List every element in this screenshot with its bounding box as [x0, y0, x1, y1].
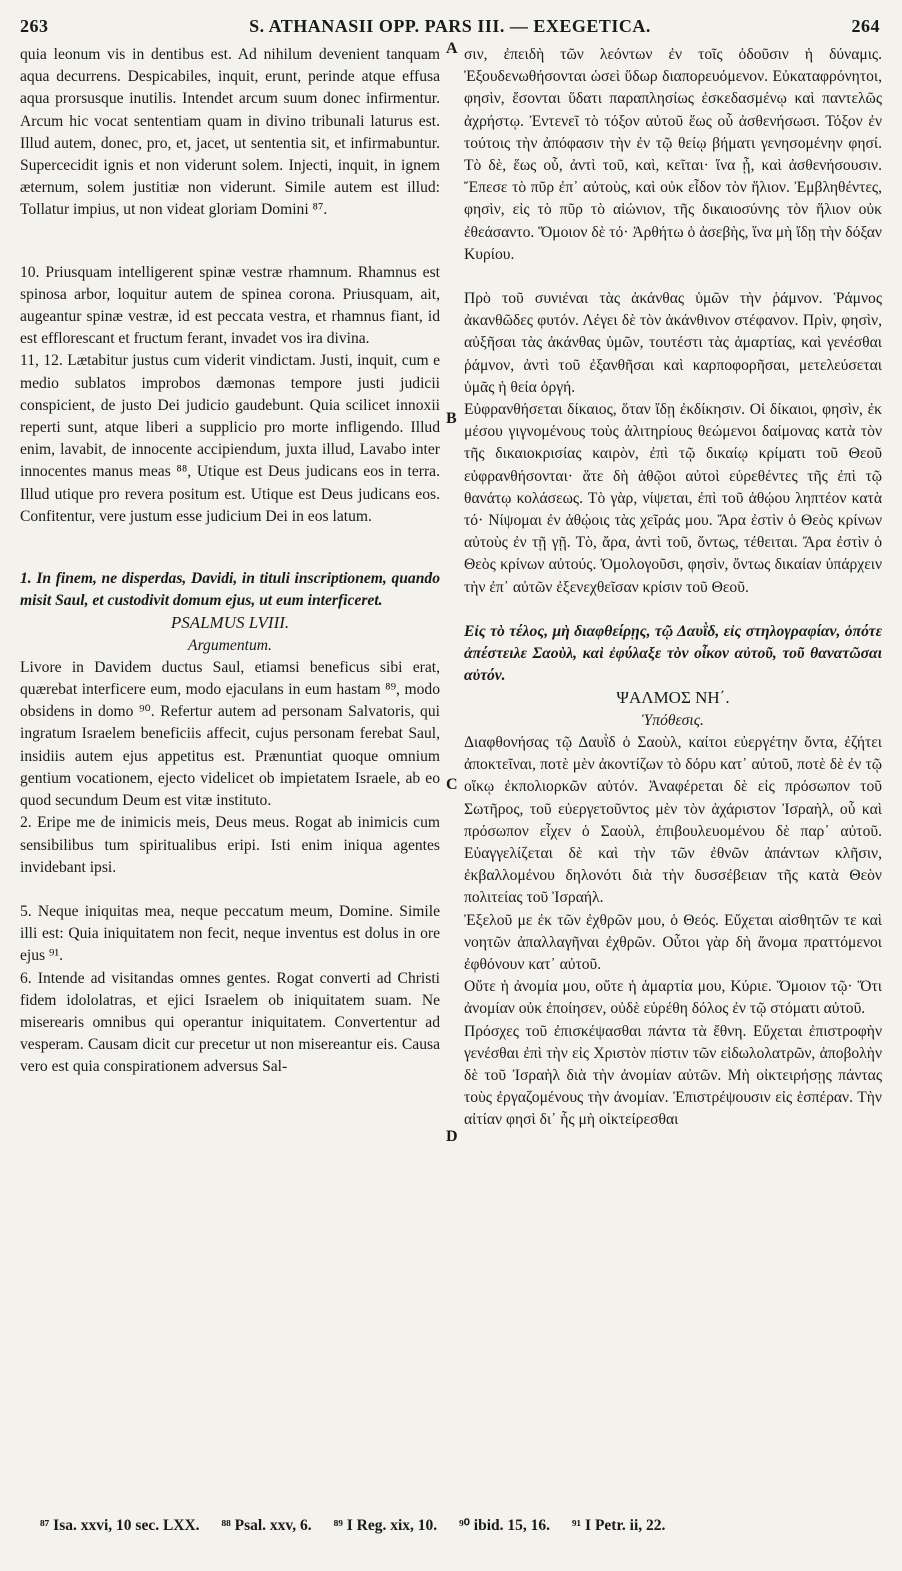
latin-paragraph: 11, 12. Lætabitur justus cum viderit vindictam. Justi, inquit, cum e medio sublatos improbos dæmonas tempore justi judicii conspicient, de justo Dei judicio gaudebunt. Quia scilicet innoxii reperti sunt, atque liberi a supplicio pro morte infligendo. Illud enim, lavabit, de innocente accipiendum, juxta illud, Lavabo inter innocentes manus meas ⁸⁸, Utique est Deus judicans eos in terra. Illud utique pro revera positum est. Utique est Deus judicans eos. Confitentur, vere justum esse judicium Dei in eos latum. [20, 352, 440, 525]
right-page-number: 264 [851, 16, 880, 36]
margin-letters [440, 0, 464, 1571]
greek-column [464, 44, 882, 1132]
greek-paragraph: Πρόσχες τοῦ ἐπισκέψασθαι πάντα τὰ ἔθνη. Εὔχεται ἐπιστροφὴν γενέσθαι ἐπὶ τὴν εἰς Χριστὸν πίστιν τῶν εἰδωλολατρῶν, ἀποβολὴν δὲ τοῦ Ἰσραὴλ διὰ τὴν ἀνομίαν αὐτῶν. Μὴ οἰκτειρήσῃς πάντας τοὺς ἐργαζομένους τὴν ἀνομίαν. Ἐπιστρέψουσιν εἰς ἑσπέραν. Τὴν αἰτίαν φησὶ δι᾽ ἧς μὴ οἰκτείρεσθαι [464, 1022, 882, 1129]
greek-argument-title: Ὑπόθεσις. [642, 711, 704, 729]
footnotes [40, 1516, 880, 1535]
margin-letter-a: A [446, 40, 458, 57]
latin-paragraph: 10. Priusquam intelligerent spinæ vestræ rhamnum. Rhamnus est spinosa arbor, loquitur autem de spinea corona. Priusquam, ait, augeantur spinæ vestræ, id est peccata vestra, et rhamnus fiant, id est efflorescant et fructum ferant, invadet vos ira divina. [20, 263, 440, 348]
greek-paragraph: σιν, ἐπειδὴ τῶν λεόντων ἐν τοῖς ὀδοῦσιν ἡ δύναμις. Ἐξουδενωθήσονται ὡσεὶ ὕδωρ διαπορευόμενον. Εὐκαταφρόνητοι, φησὶν, ἔσονται ὕδατι παραπλησίως ἐσκεδασμένῳ καὶ παντελῶς ἀχρήστῳ. Ἐντενεῖ τὸ τόξον αὐτοῦ ἕως οὗ ἀσθενήσωσι. Τόξον ἐν τούτοις τὴν ἀπόφασιν τὴν ἐν τῷ θείῳ βήματι γενησομένην φησί. Τὸ δὲ, ἕως οὗ, ἀντὶ τοῦ, καὶ, κεῖται· ἵνα ᾖ, καὶ ἀσθενήσουσιν. Ἔπεσε τὸ πῦρ ἐπ᾽ αὐτοὺς, καὶ οὐκ εἶδον τὸν ἥλιον. Ἐμβληθέντες, φησὶν, εἰς τὸ πῦρ τὸ αἰώνιον, τῆς δικαιοσύνης τὸν ἥλιον οὐκ ἐθεάσαντο. Ὅμοιον δὲ τό· Ἀρθήτω ὁ ἀσεβὴς, ἵνα μὴ ἴδῃ τὴν δόξαν Κυρίου. [464, 46, 882, 263]
greek-paragraph: Πρὸ τοῦ συνιέναι τὰς ἀκάνθας ὑμῶν τὴν ῥάμνον. Ῥάμνος ἀκανθῶδες φυτόν. Λέγει δὲ τὸν ἀκάνθινον στέφανον. Πρὶν, φησὶν, αὐξῆσαι τὰς ἀκάνθας ὑμῶν, τουτέστι τὰς ἁμαρτίας, καὶ γενέσθαι ῥάμνον, ἀντὶ τοῦ ἐξανθῆσαι καὶ καρποφορῆσαι, μετελεύσεται ὑμᾶς ἡ θεία ὀργή. [464, 290, 882, 396]
footnote-87: ⁸⁷ Isa. xxvi, 10 sec. LXX. [40, 1517, 200, 1534]
greek-argument: Διαφθονήσας τῷ Δαυῒδ ὁ Σαοὺλ, καίτοι εὐεργέτην ὄντα, ἐζήτει ἀποκτεῖναι, ποτὲ μὲν ἀκοντίζων τὸ δόρυ κατ᾽ αὐτοῦ, ποτὲ δὲ ἐν τῷ οἴκῳ ἐκπολιορκῶν αὐτόν. Ἀναφέρεται δὲ εἰς πρόσωπον τοῦ Σωτῆρος, τοῦ εὐεργετοῦντος μὲν τὸν ἀχάριστον Ἰσραὴλ, οὗ καὶ πρόσωπον εἶχεν ὁ Σαοὺλ, ἐπιβουλευομένου δὲ παρ᾽ αὐτοῦ. Εὐαγγελίζεται δὲ καὶ τὴν τῶν ἐθνῶν ἀπάντων κλῆσιν, ἐκβαλλομένου δηλονότι διὰ τὴν δυσσέβειαν τῆς κατὰ Θεὸν πολιτείας τοῦ Ἰσραήλ. [464, 733, 882, 907]
running-title: S. ATHANASII OPP. PARS III. — EXEGETICA. [249, 16, 651, 36]
margin-letter-c: C [446, 776, 458, 793]
footnote-90: ⁹⁰ ibid. 15, 16. [459, 1517, 550, 1534]
greek-paragraph: Εὐφρανθήσεται δίκαιος, ὅταν ἴδῃ ἐκδίκησιν. Οἱ δίκαιοι, φησὶν, ἐκ μέσου γιγνομένους τοὺς ἀλιτηρίους θεώμενοι δαίμονας κατὰ τὸν τῆς δικαιοκρισίας καιρὸν, ἐπὶ τῷ δικαίῳ κρίματι τοῦ Θεοῦ εὐφρανθήσονται· ἅτε δὴ ἀθῷοι αὐτοὶ εὑρεθέντες τῆς ἐπὶ τῷ θανάτῳ κολάσεως. Τὸ γὰρ, νίψεται, ἐπὶ τοῦ ἀθῴου ληπτέον κατὰ τό· Νίψομαι ἐν ἀθῴοις τὰς χεῖράς μου. Ἄρα ἐστὶν ὁ Θεὸς κρίνων αὐτοὺς ἐν τῇ γῇ. Τὸ, ἄρα, ἀντὶ τοῦ, ὄντως, τέθειται. Ἄρα ἐστὶν ὁ Θεὸς κρίνων αὐτούς. Ὁμολογοῦσι, φησὶν, ὄντως δικαίαν ὑπάρχειν τὴν ἐπ᾽ αὐτῶν ἐξενεχθεῖσαν κρίσιν τοῦ Θεοῦ. [464, 401, 882, 596]
latin-paragraph: 2. Eripe me de inimicis meis, Deus meus. Rogat ab inimicis cum sensibilibus tum spiritualibus eripi. Isti enim iniqua agentes invidebant ipsi. [20, 814, 440, 876]
margin-letter-d: D [446, 1128, 458, 1145]
latin-paragraph: 6. Intende ad visitandas omnes gentes. Rogat converti ad Christi fidem idololatras, et ejici Israelem ob iniquitatem suam. Ne miserearis omnibus qui operantur iniquitatem. Convertentur ad vesperam. Causam dicit cur precetur ut non misereantur eis. Causa vero est quia conspirationem adversus Sal- [20, 969, 440, 1076]
footnote-91: ⁹¹ I Petr. ii, 22. [571, 1517, 666, 1534]
footnote-88: ⁸⁸ Psal. xxv, 6. [221, 1517, 312, 1534]
latin-paragraph: 5. Neque iniquitas mea, neque peccatum meum, Domine. Simile illi est: Quia iniquitatem non fecit, neque inventus est dolus in ore ejus ⁹¹. [20, 902, 440, 965]
latin-paragraph: quia leonum vis in dentibus est. Ad nihilum devenient tanquam aqua decurrens. Despicabiles, inquit, erunt, perinde atque effusa aqua prorsusque inutilis. Intendet arcum suum donec infirmentur. Arcum hic vocat sententiam quam in divino tribunali laturus est. Illud autem, donec, pro, et, jacet, ut sententia sit, et infirmabuntur. Supercecidit ignis et non viderunt solem. Injecti, inquit, in ignem æternum, solem justitiæ non viderunt. Simile autem est illud: Tollatur impius, ut non videat gloriam Domini ⁸⁷. [20, 46, 440, 219]
latin-argument: Livore in Davidem ductus Saul, etiamsi beneficus sibi erat, quærebat interficere eum, modo ejaculans in eum hastam ⁸⁹, modo obsidens in domo ⁹⁰. Refertur autem ad personam Salvatoris, qui ingratum Israelem beneficiis affecit, cujus personam ferebat Saul, insidiis autem ejus appetitus est. Prænuntiat quoque omnium gentium vocationem, ejecto videlicet ob impietatem Israele, ab eo quod secundum Deum est vitæ instituto. [20, 658, 440, 810]
greek-psalm-inscription: Εἰς τὸ τέλος, μὴ διαφθείρῃς, τῷ Δαυῒδ, εἰς στηλογραφίαν, ὁπότε ἀπέστειλε Σαοὺλ, καὶ ἐφύλαξε τὸν οἶκον αὐτοῦ, τοῦ θανατῶσαι αὐτόν. [464, 622, 882, 685]
latin-psalm-title: PSALMUS LVIII. [170, 613, 290, 633]
latin-psalm-inscription: 1. In finem, ne disperdas, Davidi, in tituli inscriptionem, quando misit Saul, et custodivit domum ejus, ut eum interficeret. [20, 570, 440, 610]
greek-paragraph: Ἐξελοῦ με ἐκ τῶν ἐχθρῶν μου, ὁ Θεός. Εὔχεται αἰσθητῶν τε καὶ νοητῶν ἀπαλλαγῆναι ἐχθρῶν. Οὗτοι γὰρ δὴ ἄνομα πραττόμενοι ἐφθόνουν κατ᾽ αὐτοῦ. [464, 911, 882, 973]
greek-psalm-title: ΨΑΛΜΟΣ ΝΗ΄. [616, 688, 730, 708]
greek-paragraph: Οὔτε ἡ ἀνομία μου, οὔτε ἡ ἁμαρτία μου, Κύριε. Ὅμοιον τῷ· Ὅτι ἀνομίαν οὐκ ἐποίησεν, οὐδὲ εὑρέθη δόλος ἐν τῷ στόματι αὐτοῦ. [464, 978, 882, 1018]
latin-column [20, 44, 440, 1079]
left-page-number: 263 [20, 16, 49, 36]
margin-letter-b: B [446, 410, 457, 427]
latin-argument-title: Argumentum. [188, 636, 272, 654]
footnote-89: ⁸⁹ I Reg. xix, 10. [333, 1517, 438, 1534]
